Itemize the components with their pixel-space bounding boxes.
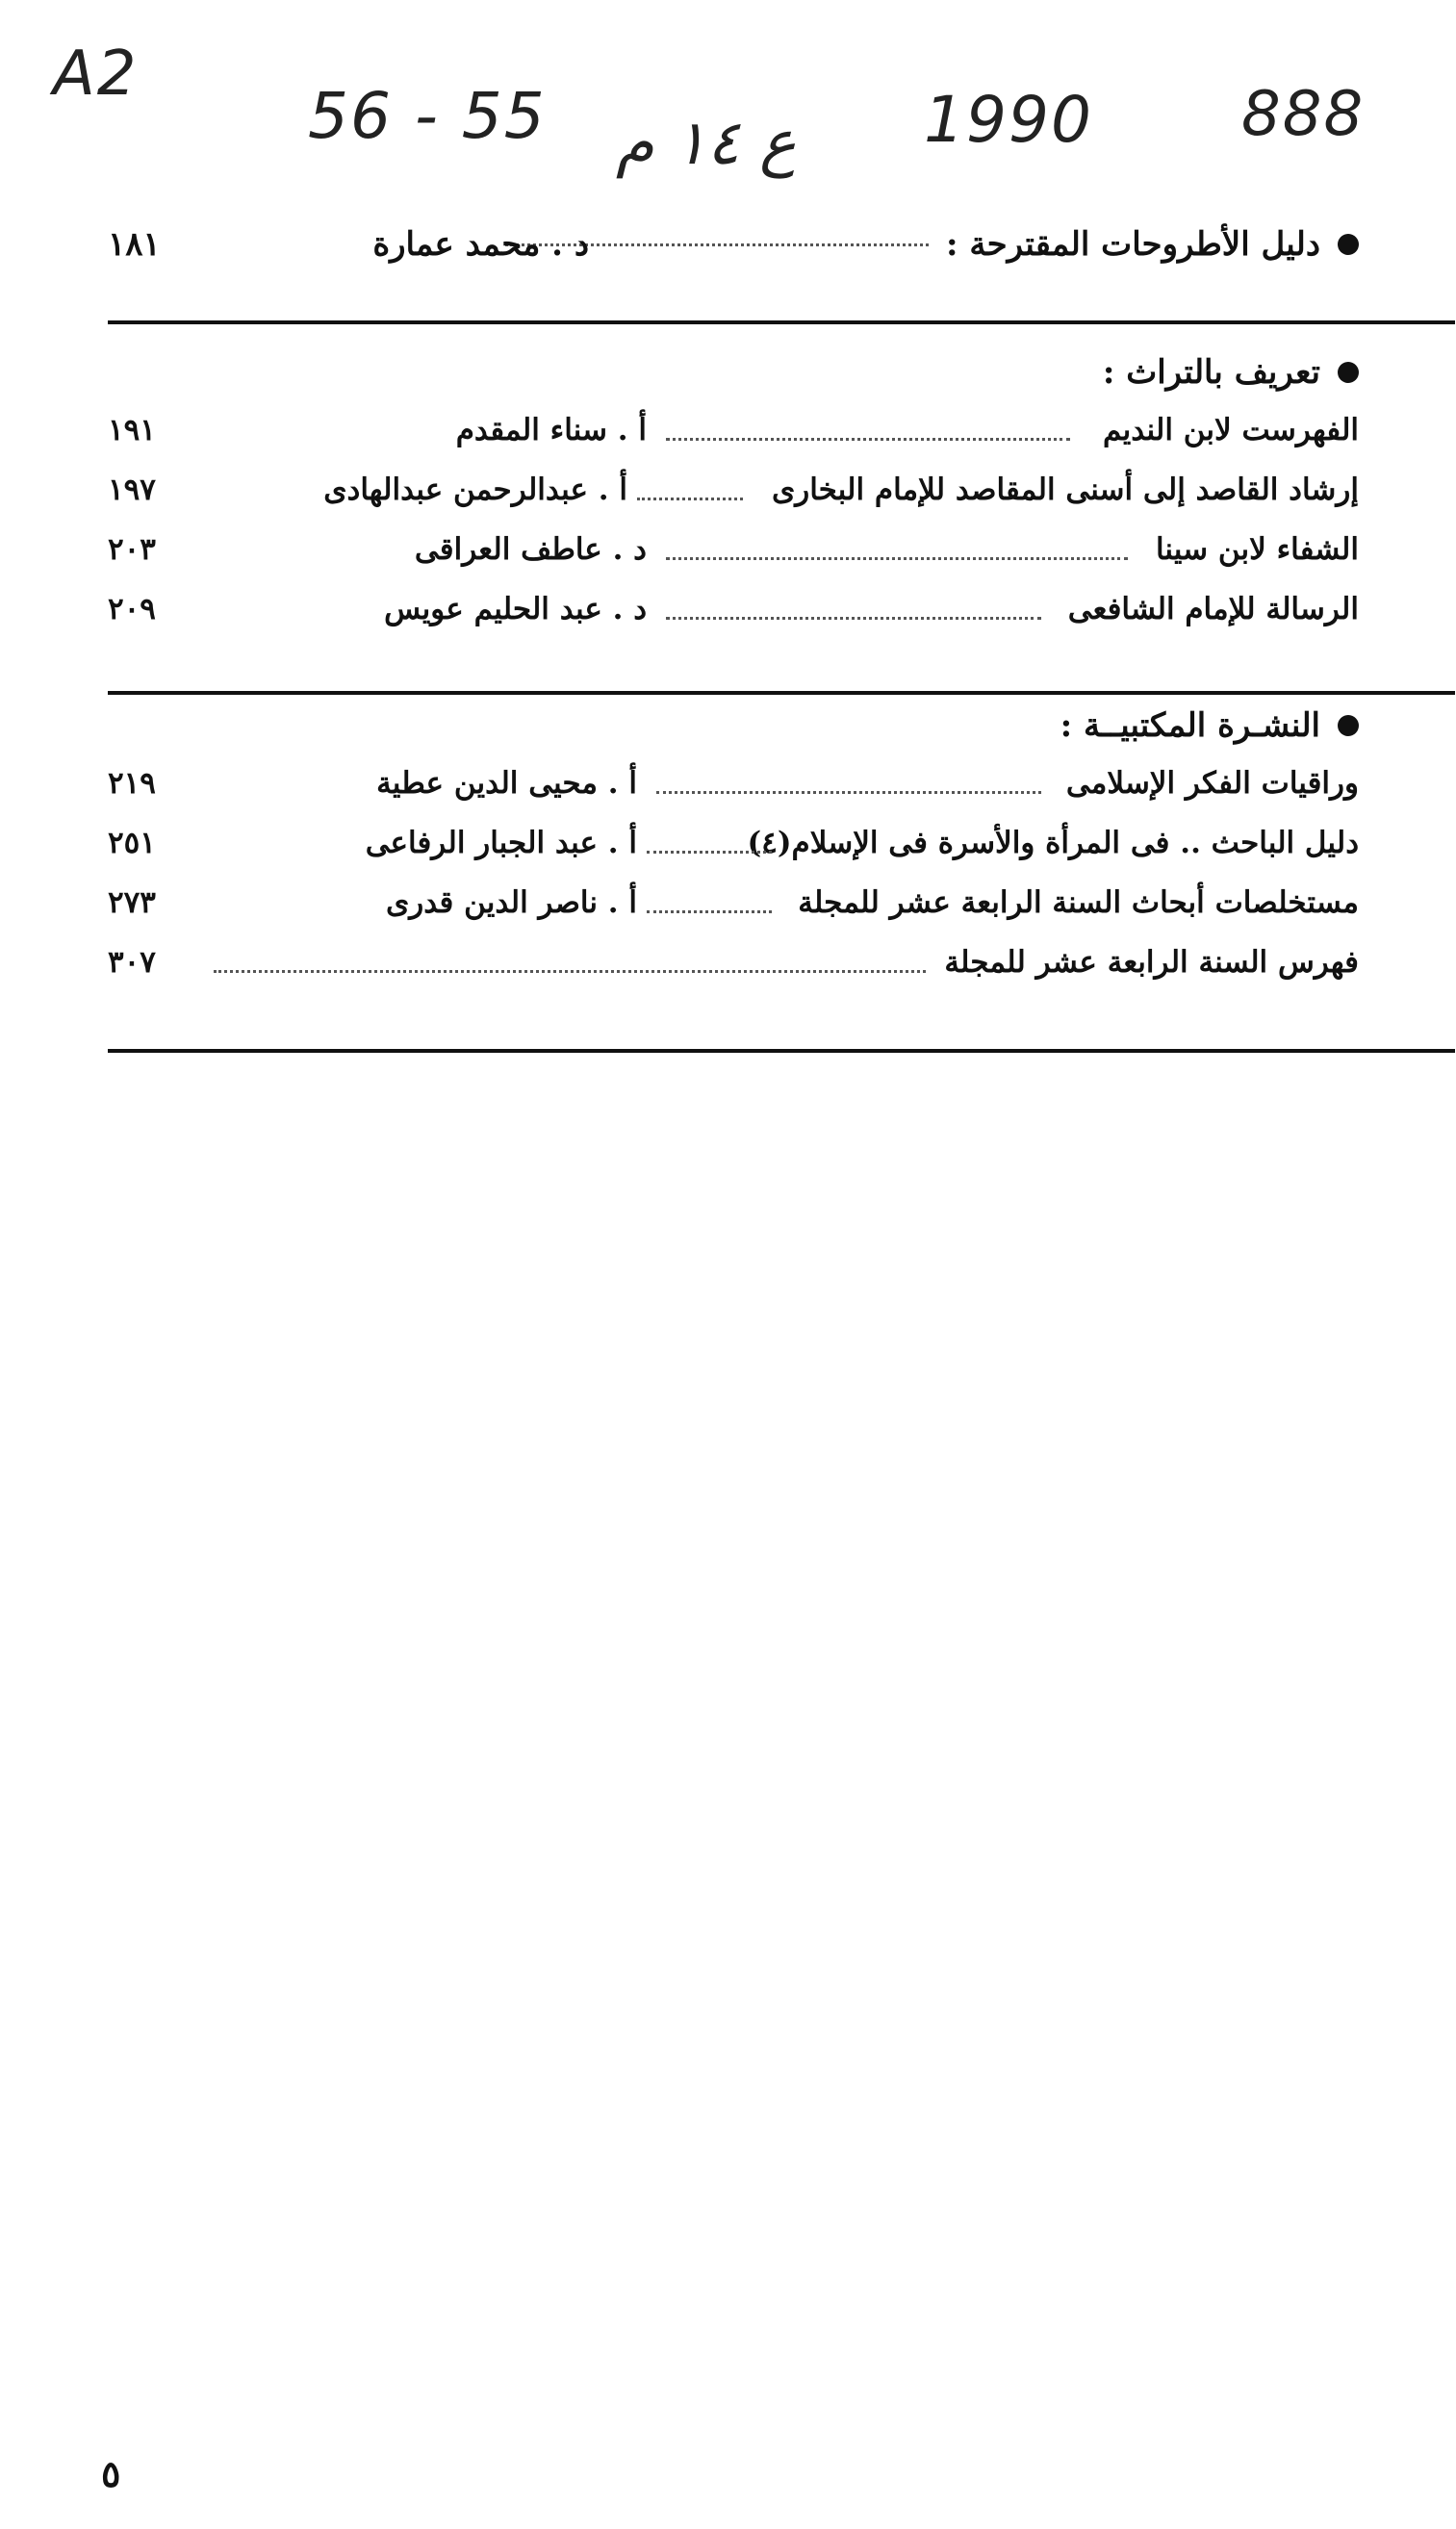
dotted-leader xyxy=(637,498,743,500)
section-divider xyxy=(108,1049,1455,1053)
section-proposals-heading: دليل الأطروحات المقترحة : xyxy=(946,225,1320,264)
toc-entry xyxy=(108,816,1359,876)
handwritten-number: 888 xyxy=(1241,79,1366,150)
section-proposals-page: ١٨١ xyxy=(108,225,161,264)
toc-entry-title: وراقيات الفكر الإسلامى xyxy=(1065,766,1359,801)
toc-entry-page: ٢٥١ xyxy=(108,826,156,860)
toc-entry-title: إرشاد القاصد إلى أسنى المقاصد للإمام البخارى xyxy=(771,473,1359,507)
handwritten-code: A2 xyxy=(53,38,139,110)
handwritten-pages: 56 - 55 xyxy=(308,79,547,153)
section-proposals xyxy=(108,214,1359,275)
dotted-leader xyxy=(656,791,1041,794)
dotted-leader xyxy=(666,617,1041,620)
toc-entry-author: أ . عبد الجبار الرفاعى xyxy=(365,826,637,860)
dotted-leader xyxy=(666,557,1128,560)
handwritten-year: 1990 xyxy=(924,83,1093,157)
section-divider xyxy=(108,320,1455,324)
toc-entry-page: ٢٠٣ xyxy=(108,532,156,567)
toc-entry xyxy=(108,523,1359,582)
toc-entry-author: أ . عبدالرحمن عبدالهادى xyxy=(323,473,627,507)
toc-entry-title: الفهرست لابن النديم xyxy=(1103,413,1359,447)
toc-entry-page: ٢٠٩ xyxy=(108,592,156,626)
toc-entry-title: مستخلصات أبحاث السنة الرابعة عشر للمجلة xyxy=(798,885,1359,920)
toc-entry xyxy=(108,582,1359,642)
toc-entry-page: ٣٠٧ xyxy=(108,945,156,980)
section-proposals-heading-row xyxy=(108,214,1359,275)
section-proposals-author: د . محمد عمارة xyxy=(372,225,589,264)
dotted-leader xyxy=(647,851,772,854)
section-heritage-heading-row xyxy=(108,342,1359,403)
section-heritage-heading: تعريف بالتراث : xyxy=(1102,353,1320,392)
bullet-icon xyxy=(1338,234,1359,255)
toc-entry-page: ١٩٧ xyxy=(108,473,156,507)
toc-entry-page: ٢١٩ xyxy=(108,766,156,801)
page-number: ٥ xyxy=(101,2452,121,2495)
toc-entry xyxy=(108,463,1359,523)
toc-entry-author: أ . ناصر الدين قدرى xyxy=(386,885,637,920)
toc-entry-title: الرسالة للإمام الشافعى xyxy=(1067,592,1359,626)
toc-entry-author: د . عبد الحليم عويس xyxy=(384,592,647,626)
toc-entry-title: دليل الباحث .. فى المرأة والأسرة فى الإسلام(٤) xyxy=(747,826,1359,860)
toc-entry-title: الشفاء لابن سينا xyxy=(1155,532,1359,567)
toc-entry xyxy=(108,756,1359,816)
handwritten-volume: ع ١٤ م xyxy=(616,108,797,179)
section-library xyxy=(108,695,1359,995)
toc-entry xyxy=(108,935,1359,995)
section-heritage xyxy=(108,342,1359,642)
toc-entry-author: أ . سناء المقدم xyxy=(455,413,647,447)
dotted-leader xyxy=(214,970,926,973)
toc-entry-page: ١٩١ xyxy=(108,413,156,447)
bullet-icon xyxy=(1338,715,1359,736)
toc-entry xyxy=(108,403,1359,463)
toc-entry-page: ٢٧٣ xyxy=(108,885,156,920)
bullet-icon xyxy=(1338,362,1359,383)
dotted-leader xyxy=(647,910,772,913)
toc-entry-author: د . عاطف العراقى xyxy=(414,532,647,567)
section-library-heading: النشـرة المكتبيــة : xyxy=(1060,706,1320,745)
toc-entry-author: أ . محيى الدين عطية xyxy=(376,766,637,801)
section-library-heading-row xyxy=(108,695,1359,756)
dotted-leader xyxy=(666,438,1070,441)
toc-entry-title: فهرس السنة الرابعة عشر للمجلة xyxy=(944,945,1359,980)
toc-entry xyxy=(108,876,1359,935)
